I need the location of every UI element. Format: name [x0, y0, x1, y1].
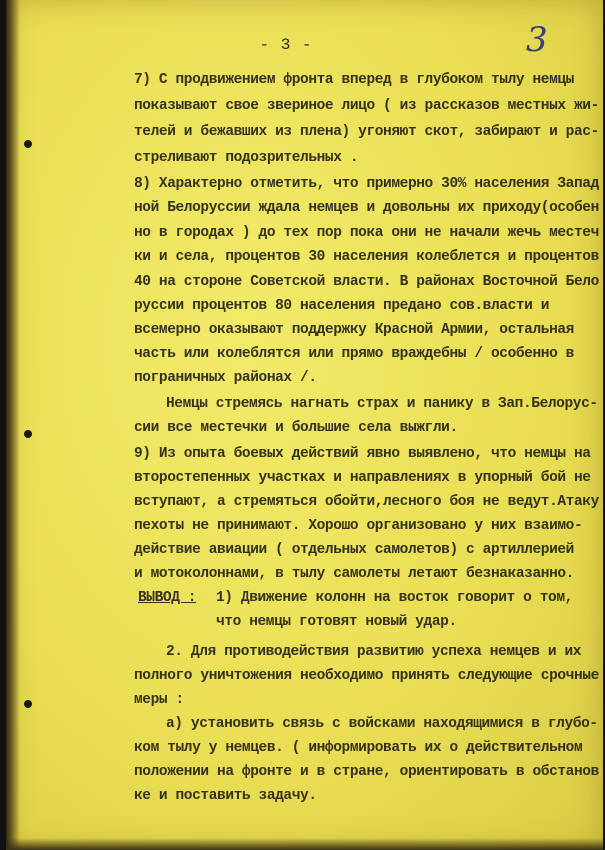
text-line: меры :: [134, 692, 184, 708]
conclusion-heading: ВЫВОД :: [138, 590, 197, 606]
text-line: ком тылу у немцев. ( информировать их о действительном: [134, 740, 583, 756]
text-line: но в городах ) до тех пор пока они не начали жечь местеч: [134, 225, 599, 241]
page-number: - 3 -: [259, 36, 313, 54]
text-line: 1) Движение колонн на восток говорит о том,: [216, 590, 573, 606]
scan-edge-bottom: [6, 838, 603, 850]
text-line: 8) Характерно отметить, что примерно 30% населения Запад: [134, 176, 599, 192]
text-line: Немцы стремясь нагнать страх и панику в Зап.Белорус-: [166, 396, 598, 412]
text-line: всемерно оказывают поддержку Красной Армии, остальная: [134, 322, 574, 338]
text-line: сии все местечки и большие села выжгли.: [134, 420, 458, 436]
text-line: второстепенных участках и направлениях в упорный бой не: [134, 470, 591, 486]
text-line: что немцы готовят новый удар.: [216, 614, 457, 630]
text-line: ки и села, процентов 30 населения колеблется и процентов: [134, 249, 599, 265]
text-line: 2. Для противодействия развитию успеха немцев и их: [166, 644, 582, 660]
text-line: руссии процентов 80 населения предано сов.власти и: [134, 298, 550, 314]
document-page: [6, 0, 603, 850]
text-line: пехоты не принимают. Хорошо организовано у них взаимо-: [134, 518, 583, 534]
text-line: показывают свое звериное лицо ( из рассказов местных жи-: [134, 98, 599, 114]
text-line: действие авиации ( отдельных самолетов) с артиллерией: [134, 542, 574, 558]
handwritten-page-number: 3: [526, 20, 548, 60]
text-line: и мотоколоннами, в тылу самолеты летают безнаказанно.: [134, 566, 574, 582]
text-line: 9) Из опыта боевых действий явно выявлено, что немцы на: [134, 446, 591, 462]
text-line: 7) С продвижением фронта вперед в глубоком тылу немцы: [134, 72, 574, 88]
binding-hole: [24, 700, 32, 708]
text-line: телей и бежавших из плена) угоняют скот, забирают и рас-: [134, 124, 599, 140]
text-line: стреливают подозрительных .: [134, 150, 359, 166]
text-line: а) установить связь с войсками находящимися в глубо-: [166, 716, 598, 732]
binding-hole: [24, 140, 32, 148]
binding-hole: [24, 430, 32, 438]
scan-edge-left: [6, 0, 20, 850]
text-line: положении на фронте и в стране, ориентировать в обстанов: [134, 764, 599, 780]
text-line: часть или колеблятся или прямо враждебны / особенно в: [134, 346, 574, 362]
text-line: полного уничтожения необходимо принять следующие срочные: [134, 668, 599, 684]
text-line: ке и поставить задачу.: [134, 788, 317, 804]
text-line: пограничных районах /.: [134, 370, 317, 386]
text-line: 40 на стороне Советской власти. В районах Восточной Бело: [134, 274, 599, 290]
text-line: ной Белоруссии ждала немцев и довольны их приходу(особен: [134, 200, 599, 216]
text-line: вступают, а стремяться обойти,лесного боя не ведут.Атаку: [134, 494, 599, 510]
